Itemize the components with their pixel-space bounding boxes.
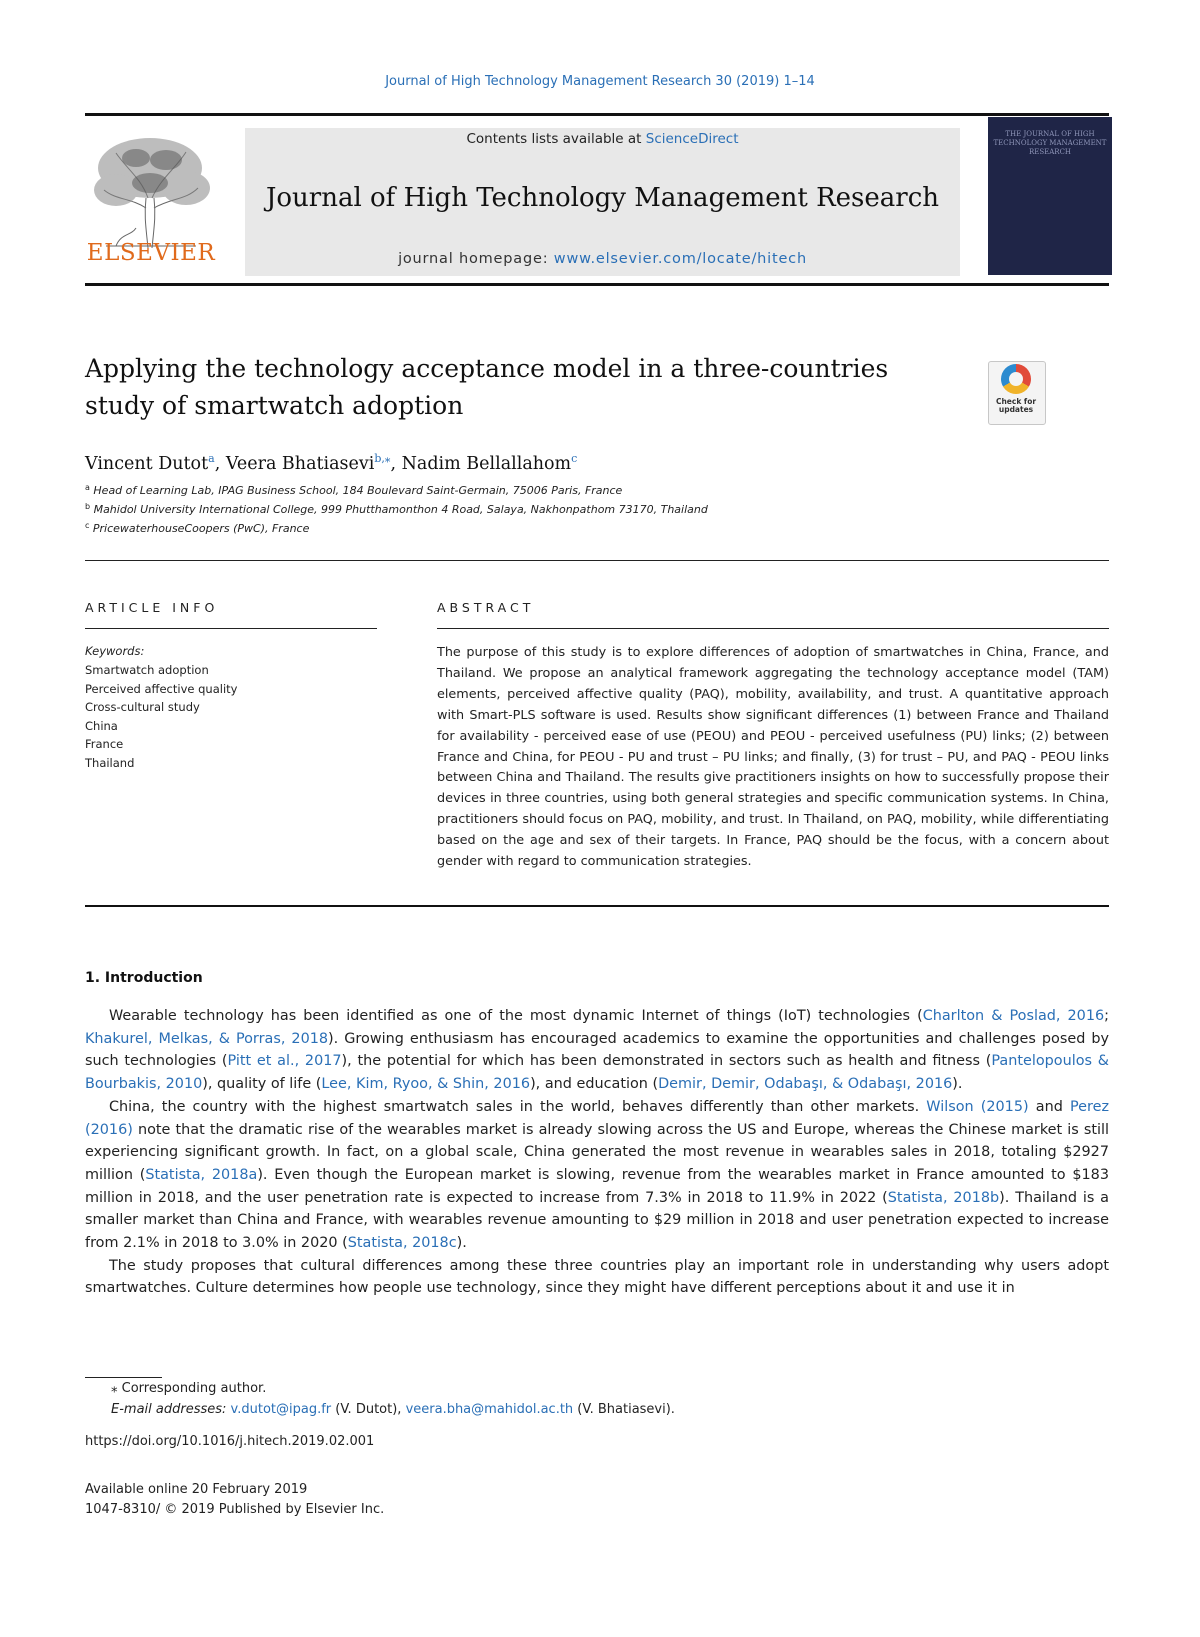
body-text-run: ). Even though the European market is slowing, revenue from the wearables market in France amounted to $183 million in 2018, and the user penetration rate is expected to increase from 7.3% in 2018 to 11.9% in 2022 ( [85,1166,1109,1206]
copyright-line: 1047-8310/ © 2019 Published by Elsevier Inc. [85,1502,385,1517]
paragraph [85,1096,1109,1255]
affiliation-marker: b [85,502,91,511]
author-affiliation-marker[interactable]: a [208,452,215,465]
keyword: China [85,719,118,733]
corresponding-author-note: ⁎ Corresponding author. [111,1381,267,1396]
affiliation [85,521,309,535]
affiliation-text: Head of Learning Lab, IPAG Business School, 184 Boulevard Saint-Germain, 75006 Paris, France [93,484,623,497]
citation-link[interactable]: Pitt et al., 2017 [227,1053,342,1070]
body-text-run: note that the dramatic rise of the wearables market is already slowing across the US and Europe, whereas the Chinese market is still experiencing significant growth. In fact, on a global scale, China generated the most revenue in wearables sales in 2018, totaling $2927 million ( [85,1121,1109,1183]
keyword: Thailand [85,756,135,770]
paragraph [85,1255,1109,1300]
keyword: France [85,737,124,751]
section-heading-introduction: 1. Introduction [85,970,203,986]
homepage-prefix: journal homepage: [398,251,554,267]
body-text-run: ; [1104,1008,1109,1024]
keyword: Perceived affective quality [85,682,238,696]
citation-link[interactable]: Lee, Kim, Ryoo, & Shin, 2016 [321,1076,531,1093]
article-title: Applying the technology acceptance model in a three-countries study of smartwatch adoption [85,354,889,420]
journal-title: Journal of High Technology Management Research [265,183,940,213]
author-name[interactable]: Veera Bhatiasevi [225,454,375,474]
article-info-rule [85,628,377,629]
keyword: Cross-cultural study [85,700,200,714]
divider [85,560,1109,561]
abstract-heading: ABSTRACT [437,600,535,615]
citation-link[interactable]: Statista, 2018b [887,1189,1000,1206]
body-text-run: ). [952,1076,963,1093]
body-text-run: ). Thailand is a smaller market than China and France, with wearables revenue amounting to $29 million in 2018 and user penetration expected to increase from 2.1% in 2018 to 3.0% in 2020 ( [85,1189,1109,1252]
affiliation-text: Mahidol University International College, 999 Phutthamonthon 4 Road, Salaya, Nakhonpathom 73170, Thailand [93,503,708,516]
body-text-run: The study proposes that cultural differences among these three countries play an important role in understanding why users adopt smartwatches. Culture determines how people use technology, since they might have different perceptions about it and use it in [85,1257,1109,1297]
crossmark-icon-center [1009,372,1023,386]
contents-line [245,131,960,147]
body-text-run: ). [456,1235,467,1252]
affiliation-marker: a [85,483,90,492]
citation-link[interactable]: Wilson (2015) [926,1098,1029,1115]
abstract-bottom-rule [85,905,1109,907]
homepage-link[interactable]: www.elsevier.com/locate/hitech [553,251,807,267]
footnote-rule [85,1377,162,1378]
body-text-run: ), the potential for which has been demonstrated in sectors such as health and fitness ( [341,1053,992,1070]
body-text-run: and [1028,1098,1070,1115]
email-owner: (V. Dutot), [331,1402,406,1417]
keyword: Smartwatch adoption [85,663,209,677]
paragraph [85,1005,1109,1096]
journal-cover-text: THE JOURNAL OF HIGH TECHNOLOGY MANAGEMENT RESEARCH [993,130,1107,156]
affiliation [85,502,708,516]
author-affiliation-marker[interactable]: c [571,452,578,465]
citation-link[interactable]: Pantelopoulos & Bourbakis, 2010 [85,1053,1110,1093]
doi-link[interactable]: https://doi.org/10.1016/j.hitech.2019.02.001 [85,1434,375,1449]
introduction-body [85,1005,1109,1300]
header-bottom-rule [85,283,1109,286]
affiliation [85,483,622,497]
email-addresses [111,1402,675,1417]
body-text-run: ). Growing enthusiasm has encouraged academics to examine the opportunities and challenges posed by such technologies ( [85,1030,1110,1070]
author-name[interactable]: Vincent Dutot [85,454,209,474]
email-label: E-mail addresses: [111,1402,231,1417]
affiliation-marker: c [85,521,90,530]
abstract-rule [437,628,1109,629]
body-text-run: Wearable technology has been identified as one of the most dynamic Internet of things (IoT) technologies ( [109,1008,923,1024]
email-link[interactable]: veera.bha@mahidol.ac.th [405,1402,574,1417]
citation-link[interactable]: Khakurel, Melkas, & Porras, 2018 [85,1030,329,1047]
article-info-heading: ARTICLE INFO [85,600,219,615]
keywords-label: Keywords: [85,644,145,658]
publisher-wordmark: ELSEVIER [86,240,216,266]
affiliation-text: PricewaterhouseCoopers (PwC), France [92,522,310,535]
author-list: Vincent Dutot$^a$, Veera Bhatiasevi$^{b,⁎}$, Nadim Bellallahom$^c$ [85,452,578,474]
author-name[interactable]: Nadim Bellallahom [401,454,572,474]
body-text-run: ), and education ( [530,1076,659,1093]
check-for-updates-label: Check for updates [995,397,1037,414]
sciencedirect-link[interactable]: ScienceDirect [645,131,739,147]
citation-link[interactable]: Statista, 2018c [347,1235,457,1252]
header-top-rule [85,113,1109,116]
citation-link[interactable]: Statista, 2018a [145,1166,258,1183]
email-link[interactable]: v.dutot@ipag.fr [230,1402,332,1417]
citation-link[interactable]: Charlton & Poslad, 2016 [922,1008,1105,1024]
citation-link[interactable]: Perez (2016) [85,1098,1109,1138]
body-text-run: China, the country with the highest smartwatch sales in the world, behaves differently than other markets. [109,1098,927,1115]
email-owner: (V. Bhatiasevi). [573,1402,675,1417]
abstract-text: The purpose of this study is to explore differences of adoption of smartwatches in China, France, and Thailand. We propose an analytical framework aggregating the technology acceptance model (TAM) elements, perceived affective quality (PAQ), mobility, availability, and trust. A quantitative approach with Smart-PLS software is used. Results show significant differences (1) between France and Thailand for availability - perceived ease of use (PEOU) and PEOU - perceived usefulness (PU) links; (2) between France and China, for PEOU - PU and trust – PU links; and finally, (3) for trust – PU, and PAQ - PEOU links between China and Thailand. The results give practitioners insights on how to successfully propose their devices in three countries, using both general strategies and specific communication systems. In China, practitioners should focus on PAQ, mobility, and trust. In Thailand, on PAQ, mobility, while differentiating based on the age and sex of their targets. In France, PAQ should be the focus, with a concern about gender with regard to communication strategies. [437,645,1109,870]
author-affiliation-marker[interactable]: b,⁎ [374,452,391,465]
contents-prefix: Contents lists available at [466,131,646,147]
body-text-run: ), quality of life ( [202,1076,322,1093]
citation-link[interactable]: Demir, Demir, Odabaşı, & Odabaşı, 2016 [658,1076,953,1093]
homepage-line [245,251,960,267]
journal-reference-link[interactable]: Journal of High Technology Management Research 30 (2019) 1–14 [385,74,815,89]
available-online: Available online 20 February 2019 [85,1482,308,1497]
